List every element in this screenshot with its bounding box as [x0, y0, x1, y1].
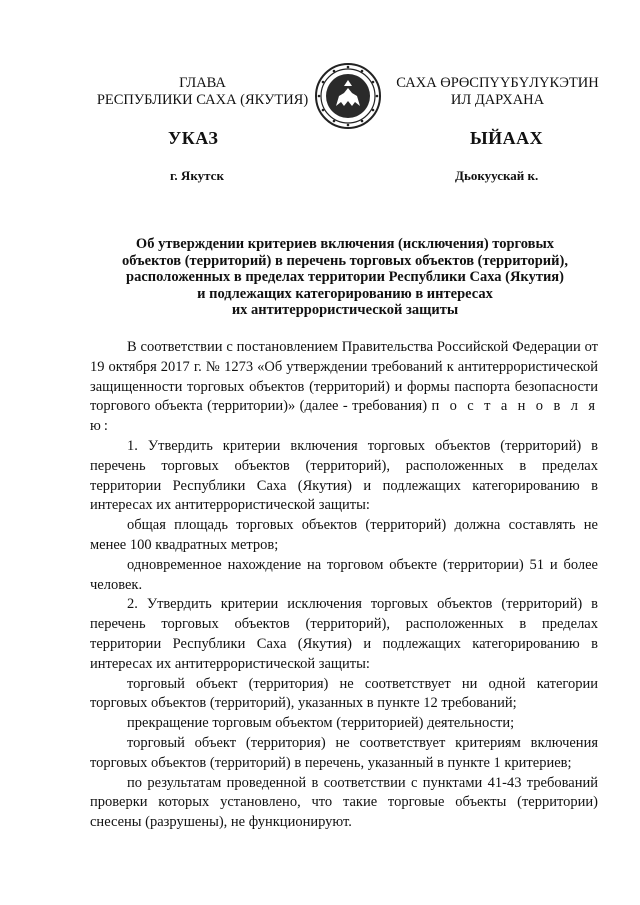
clause-1-paragraph: 1. Утвердить критерии включения торговых объектов (территорий) в перечень торговых объектов (территорий), расположенных в пределах территории Республики Саха (Якутия) и подлежащих категорированию в интересах их антитеррористической защиты:	[90, 437, 598, 514]
decree-heading	[90, 236, 600, 319]
heading-line: и подлежащих категорированию в интересах	[197, 285, 493, 302]
heading-line: расположенных в пределах территории Республики Саха (Якутия)	[126, 269, 564, 285]
city-label-sakha: Дьокуускай к.	[455, 168, 539, 183]
criterion-paragraph: по результатам проведенной в соответствии с пунктами 41-43 требований проверки которых установлено, что такие торговые объекты (территории) снесены (разрушены), не функционируют.	[90, 774, 598, 831]
preamble-text: В соответствии с постановлением Правительства Российской Федерации от 19 октября 2017 г. № 1273 «Об утверждении требований к антитеррористической защищенности торговых объектов (территорий) и формы паспорта безопасности торгового объекта (территории)» (далее - требования)	[90, 339, 598, 415]
preamble-paragraph	[90, 338, 598, 437]
header-left-line2: РЕСПУБЛИКИ САХА (ЯКУТИЯ)	[96, 92, 309, 108]
heading-line: Об утверждении критериев включения (исключения) торговых	[135, 236, 555, 252]
criterion-paragraph: общая площадь торговых объектов (территорий) должна составлять не менее 100 квадратных метров;	[90, 517, 598, 553]
coat-of-arms-icon	[314, 62, 382, 130]
clause-2-paragraph: 2. Утвердить критерии исключения торговых объектов (территорий) в перечень торговых объектов (территорий), расположенных в пределах территории Республики Саха (Якутия) и подлежащих категорированию в интересах их антитеррористической защиты:	[90, 596, 598, 672]
header-right-block	[390, 75, 605, 109]
header-left-line1: ГЛАВА	[179, 75, 226, 91]
decree-word: п о с т а н о в л я ю:	[90, 398, 598, 435]
document-type-title-sakha: ЫЙААХ	[470, 128, 544, 148]
decree-body	[90, 338, 598, 833]
criterion-paragraph: торговый объект (территория) не соответствует критериям включения торговых объектов (территорий) в перечень, указанный в пункте 1 критериев;	[90, 734, 598, 771]
header-right-line2: ИЛ ДАРХАНА	[450, 92, 545, 108]
heading-line: объектов (территорий) в перечень торговых объектов (территорий),	[122, 252, 568, 269]
document-type-title: УКАЗ	[168, 128, 219, 148]
criterion-paragraph: одновременное нахождение на торговом объекте (территории) 51 и более человек.	[90, 556, 598, 593]
criterion-paragraph: прекращение торговым объектом (территорией) деятельности;	[127, 715, 515, 732]
header-left-block	[90, 75, 315, 109]
heading-line: их антитеррористической защиты	[231, 302, 459, 318]
city-label: г. Якутск	[170, 168, 224, 183]
criterion-paragraph: торговый объект (территория) не соответствует ни одной категории торговых объектов (территорий), указанных в пункте 12 требований;	[90, 675, 598, 712]
header-right-line1: САХА ӨРӨСПҮҮБҮЛҮКЭТИН	[396, 75, 599, 91]
